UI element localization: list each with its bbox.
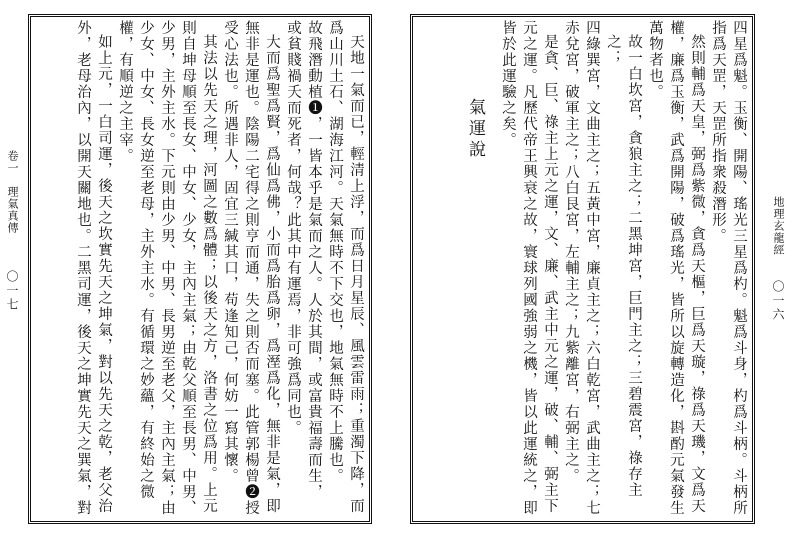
text-column: 外，老母治內，以開天關地也。二黑司運，後天之坤實先天之巽氣，對 (75, 20, 91, 516)
left-page-number: 〇一七 (5, 270, 19, 312)
text-column: 權，廉爲玉衡，武爲開陽，破爲瑤光，皆所以旋轉造化，斟酌元氣發生 (668, 20, 684, 516)
text-column: 赤兌宮，破軍主之；八白艮宮，左輔主之；九紫離宮，右弼主之。 (563, 20, 579, 484)
text-column: 然則輔爲天皇，弼爲紫微，貪爲天樞，巨爲天璇，祿爲天璣，文爲天 (689, 34, 705, 514)
text-column: 或貧賤禍夭而死者，何哉？此其中有運焉，非可強爲同也。 (285, 20, 301, 436)
text-column: 少女、中女、長女逆至老母，主外主水。有循環之妙蘊，有終始之微 (138, 20, 154, 500)
text-column: 少男，主外主水。下元則由少男、中男、長男逆至老父，主內主氣；由 (159, 20, 175, 516)
text-column: 故飛潛動植❶，一皆本乎是氣而之人。人於其間，或富貴福壽而生， (306, 20, 322, 500)
right-page-text (416, 20, 749, 518)
left-margin-title: 卷一 理氣真傳 (6, 150, 19, 234)
text-column: 是貪、巨、祿主上元之運，文、廉、武主中元之運，破、輔、弼主下 (542, 34, 558, 514)
text-column: 故一白坎宮，貪狼主之；二黑坤宮，巨門主之；三碧震宮，祿存主之； (605, 34, 642, 498)
left-page (28, 14, 372, 524)
text-column: 其法以先天之理，河圖之數爲體；以後天之方，洛書之位爲用。上元 (201, 34, 217, 514)
text-column: 受心法也。所遇非人，固宜三緘其口，苟逢知己，何妨一寫其懷。 (222, 20, 238, 484)
section-title: 氣運說 (465, 98, 485, 161)
text-column: 元之運。凡歷代帝王興衰之故，寰球列國強弱之機，皆以此運統之，即 (521, 20, 537, 516)
text-column: 爲山川土石、湖海江河。天氣無時不下交也，地氣無時不上騰也。 (327, 20, 343, 484)
text-column: 皆於此運驗之矣。 (500, 20, 516, 148)
text-column: 如上元，一白司運，後天之坎實先天之坤氣，對以先天之乾，老父治 (96, 34, 112, 514)
text-column: 大而爲聖爲賢，爲仙爲佛，小而爲胎爲卵，爲溼爲化，無非是氣，即 (264, 34, 280, 514)
text-column: 萬物者也。 (647, 20, 663, 100)
text-column: 權，有順逆之主宰。 (117, 20, 133, 164)
left-page-text (34, 20, 366, 518)
text-column: 四星爲魁。玉衡、開陽、瑤光三星爲杓。魁爲斗身，杓爲斗柄。斗柄所 (731, 20, 747, 516)
text-column: 天地一氣而已，輕清上浮，而爲日月星辰、風雲雷雨；重濁下降，而 (348, 34, 364, 514)
text-column: 無非是運也。陰陽二宅得之則亨而通，失之則否而塞。此管郭楊曾❷授 (243, 20, 259, 516)
text-column: 四綠巽宮，文曲主之；五黃中宮，廉貞主之；六白乾宮，武曲主之；七 (584, 20, 600, 516)
right-page-number: 〇一六 (771, 280, 785, 322)
text-column: 指爲天罡，天罡所指衆殺潛形。 (710, 20, 726, 244)
text-column: 則自坤母順至長女、中女、少女，主內主氣；由乾父順至長男、中男、 (180, 20, 196, 516)
right-page (410, 14, 755, 524)
right-margin-title: 地理玄龍經 (772, 196, 785, 256)
